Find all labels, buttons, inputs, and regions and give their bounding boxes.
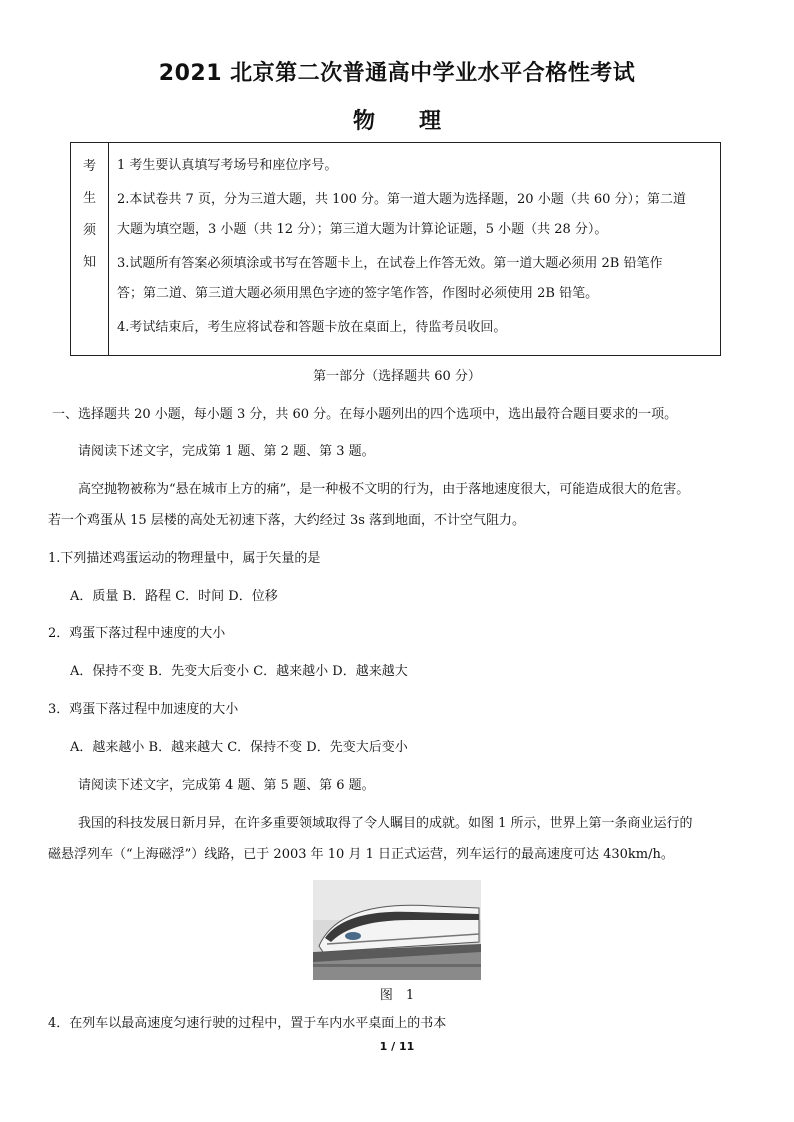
notice-line: 3.试题所有答案必须填涂或书写在答题卡上，在试卷上作答无效。第一道大题必须用 2B 铅笔作 (117, 256, 663, 271)
question-options: A．质量 B．路程 C．时间 D．位移 (70, 589, 278, 604)
notice-line: 答；第二道、第三道大题必须用黑色字迹的签字笔作答，作图时必须使用 2B 铅笔。 (117, 286, 599, 301)
reading1-passage-line: 高空抛物被称为“悬在城市上方的痛”，是一种极不文明的行为，由于落地速度很大，可能造成很大的危害。 (78, 482, 690, 497)
part1-heading: 第一部分（选择题共 60 分） (313, 369, 481, 384)
question-options: A．越来越小 B．越来越大 C．保持不变 D．先变大后变小 (70, 740, 408, 755)
reading1-passage-line: 若一个鸡蛋从 15 层楼的高处无初速下落，大约经过 3s 落到地面，不计空气阻力。 (48, 513, 526, 528)
question-stem: 3．鸡蛋下落过程中加速度的大小 (48, 702, 239, 717)
subject-title: 物 理 (352, 109, 441, 134)
notice-label-char: 须 (82, 223, 96, 238)
notice-label-char: 知 (82, 255, 96, 270)
reading2-passage-line: 磁悬浮列车（“上海磁浮”）线路，已于 2003 年 10 月 1 日正式运营，列车运行的最高速度可达 430km/h。 (48, 847, 674, 862)
question-stem: 1.下列描述鸡蛋运动的物理量中，属于矢量的是 (48, 551, 321, 566)
exam-title: 2021 北京第二次普通高中学业水平合格性考试 (158, 61, 636, 86)
question-options: A．保持不变 B．先变大后变小 C．越来越小 D．越来越大 (70, 664, 408, 679)
maglev-train-image (313, 880, 481, 980)
notice-line: 2.本试卷共 7 页，分为三道大题，共 100 分。第一道大题为选择题，20 小题（共 60 分）；第二道 (117, 192, 686, 207)
page-number: 1 / 11 (379, 1040, 415, 1053)
notice-label (71, 143, 109, 355)
notice-label-char: 生 (82, 191, 96, 206)
notice-line: 1 考生要认真填写考场号和座位序号。 (117, 158, 338, 173)
figure-caption: 图 1 (379, 988, 415, 1003)
notice-label-char: 考 (82, 159, 96, 174)
notice-line: 大题为填空题，3 小题（共 12 分）；第三道大题为计算论证题，5 小题（共 28 分）。 (117, 222, 608, 237)
reading2-passage-line: 我国的科技发展日新月异，在许多重要领域取得了令人瞩目的成就。如图 1 所示，世界上第一条商业运行的 (78, 816, 693, 831)
reading2-instruction: 请阅读下述文字，完成第 4 题、第 5 题、第 6 题。 (78, 778, 375, 793)
question-stem: 4．在列车以最高速度匀速行驶的过程中，置于车内水平桌面上的书本 (48, 1016, 447, 1031)
notice-line: 4.考试结束后，考生应将试卷和答题卡放在桌面上，待监考员收回。 (117, 320, 507, 335)
section1-intro: 一、选择题共 20 小题，每小题 3 分，共 60 分。在每小题列出的四个选项中，选出最符合题目要求的一项。 (52, 407, 678, 422)
maglev-train-illustration (313, 880, 481, 980)
reading1-instruction: 请阅读下述文字，完成第 1 题、第 2 题、第 3 题。 (78, 444, 375, 459)
candidate-notice-box (70, 142, 721, 356)
notice-body (109, 143, 720, 355)
question-stem: 2．鸡蛋下落过程中速度的大小 (48, 626, 226, 641)
